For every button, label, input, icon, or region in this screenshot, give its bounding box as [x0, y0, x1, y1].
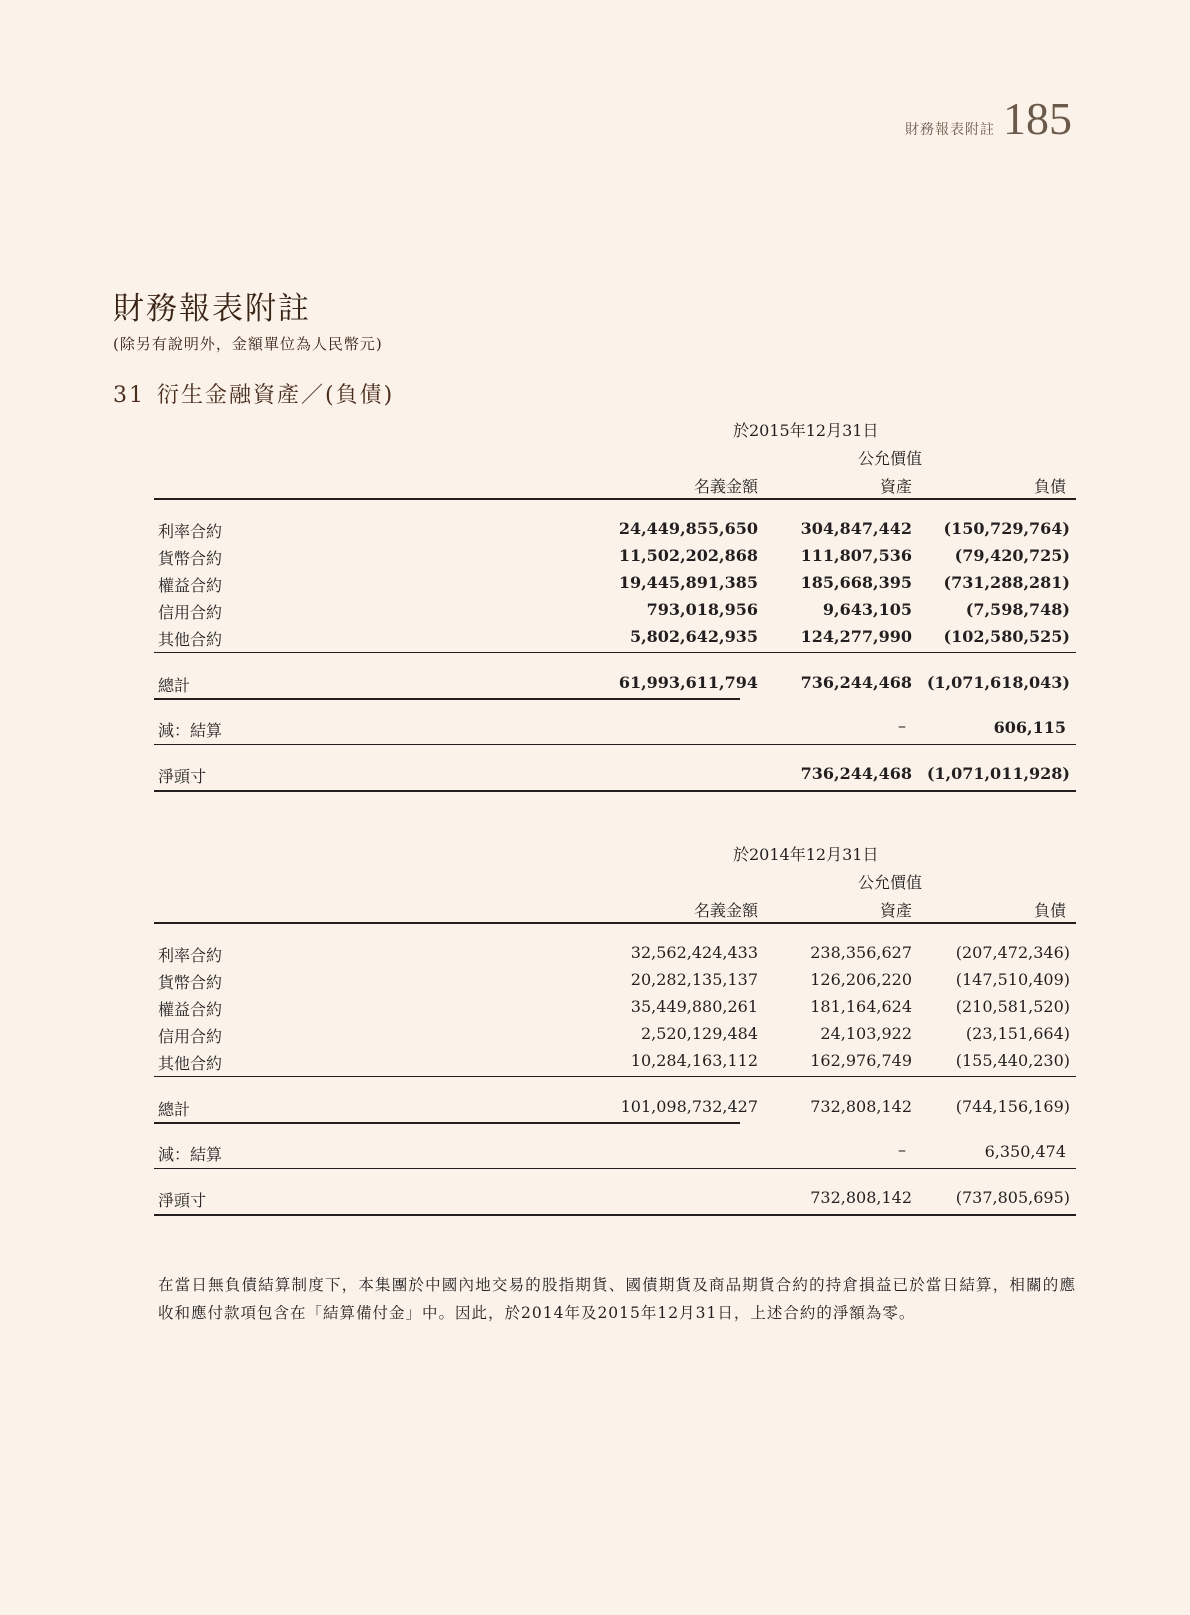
page-subtitle: (除另有說明外，金額單位為人民幣元): [113, 335, 383, 353]
table-row-label: 其他合約: [158, 1054, 223, 1073]
net-rule: [154, 790, 1076, 792]
page-header: [905, 93, 1072, 144]
settlement-liabilities: 6,350,474: [984, 1142, 1066, 1161]
row-liabilities: (7,598,748): [965, 600, 1070, 619]
net-assets: 736,244,468: [800, 764, 912, 783]
col-assets-header: 資產: [879, 477, 912, 496]
fair-value-header: 公允價值: [858, 449, 923, 468]
total-notional: 61,993,611,794: [618, 673, 758, 692]
row-liabilities: (23,151,664): [965, 1024, 1070, 1043]
header-rule: [154, 922, 1076, 924]
row-liabilities: (155,440,230): [955, 1051, 1070, 1070]
row-assets: 185,668,395: [800, 573, 912, 592]
row-notional: 19,445,891,385: [618, 573, 758, 592]
row-notional: 793,018,956: [646, 600, 758, 619]
settlement-label: 減：結算: [158, 1145, 223, 1164]
table-row-label: 貨幣合約: [158, 973, 223, 992]
total-label: 總計: [158, 1100, 191, 1119]
settlement-assets: –: [898, 716, 906, 735]
net-rule: [154, 1214, 1076, 1216]
table-row-label: 信用合約: [158, 1027, 223, 1046]
col-assets-header: 資產: [879, 901, 912, 920]
section-heading: [113, 378, 394, 409]
total-rule: [154, 1122, 740, 1124]
fair-value-header: 公允價值: [858, 873, 923, 892]
total-liabilities: (1,071,618,043): [926, 673, 1070, 692]
table-date: 於2014年12月31日: [733, 845, 879, 864]
row-assets: 162,976,749: [810, 1051, 912, 1070]
total-notional: 101,098,732,427: [620, 1097, 758, 1116]
row-liabilities: (102,580,525): [943, 627, 1070, 646]
section-number: 31: [113, 383, 145, 408]
settlement-label: 減：結算: [158, 721, 223, 740]
subtotal-rule: [154, 1076, 1076, 1077]
row-liabilities: (210,581,520): [955, 997, 1070, 1016]
settlement-liabilities: 606,115: [993, 718, 1066, 737]
table-row-label: 權益合約: [158, 1000, 223, 1019]
row-assets: 24,103,922: [820, 1024, 912, 1043]
page-number: 185: [1003, 93, 1072, 144]
row-assets: 238,356,627: [810, 943, 912, 962]
net-liabilities: (737,805,695): [955, 1188, 1070, 1207]
row-notional: 32,562,424,433: [630, 943, 758, 962]
row-notional: 35,449,880,261: [630, 997, 758, 1016]
row-notional: 2,520,129,484: [640, 1024, 758, 1043]
net-label: 淨頭寸: [158, 1191, 207, 1210]
footnote-paragraph: 在當日無負債結算制度下，本集團於中國內地交易的股指期貨、國債期貨及商品期貨合約的持倉損益已於當日結算，相關的應收和應付款項包含在「結算備付金」中。因此，於2014年及2015年12月31日，上述合約的淨額為零。: [158, 1276, 1076, 1322]
net-label: 淨頭寸: [158, 767, 207, 786]
row-liabilities: (150,729,764): [943, 519, 1070, 538]
page-title: 財務報表附註: [113, 291, 311, 327]
row-assets: 181,164,624: [810, 997, 912, 1016]
table-row-label: 權益合約: [158, 576, 223, 595]
row-assets: 124,277,990: [800, 627, 912, 646]
row-notional: 24,449,855,650: [618, 519, 758, 538]
row-liabilities: (147,510,409): [955, 970, 1070, 989]
row-notional: 20,282,135,137: [630, 970, 758, 989]
net-liabilities: (1,071,011,928): [926, 764, 1070, 783]
total-rule: [154, 698, 740, 700]
subtotal-rule: [154, 652, 1076, 653]
table-row-label: 其他合約: [158, 630, 223, 649]
row-assets: 9,643,105: [822, 600, 912, 619]
row-notional: 10,284,163,112: [630, 1051, 758, 1070]
settlement-rule: [154, 1168, 1076, 1169]
col-notional-header: 名義金額: [693, 901, 758, 920]
table-row-label: 貨幣合約: [158, 549, 223, 568]
net-assets: 732,808,142: [810, 1188, 912, 1207]
total-assets: 736,244,468: [800, 673, 912, 692]
row-assets: 126,206,220: [810, 970, 912, 989]
total-liabilities: (744,156,169): [955, 1097, 1070, 1116]
total-label: 總計: [158, 676, 191, 695]
header-text: 財務報表附註: [905, 122, 995, 138]
settlement-assets: –: [898, 1140, 906, 1159]
row-liabilities: (207,472,346): [955, 943, 1070, 962]
table-row-label: 利率合約: [158, 522, 223, 541]
table-row-label: 信用合約: [158, 603, 223, 622]
col-liabilities-header: 負債: [1033, 901, 1066, 920]
table-date: 於2015年12月31日: [733, 421, 879, 440]
col-liabilities-header: 負債: [1033, 477, 1066, 496]
row-notional: 11,502,202,868: [618, 546, 758, 565]
section-title: 衍生金融資產／(負債): [157, 383, 395, 408]
row-assets: 304,847,442: [800, 519, 912, 538]
row-liabilities: (79,420,725): [954, 546, 1070, 565]
row-assets: 111,807,536: [800, 546, 912, 565]
col-notional-header: 名義金額: [693, 477, 758, 496]
settlement-rule: [154, 744, 1076, 745]
total-assets: 732,808,142: [810, 1097, 912, 1116]
row-notional: 5,802,642,935: [629, 627, 758, 646]
table-row-label: 利率合約: [158, 946, 223, 965]
row-liabilities: (731,288,281): [943, 573, 1070, 592]
header-rule: [154, 498, 1076, 500]
